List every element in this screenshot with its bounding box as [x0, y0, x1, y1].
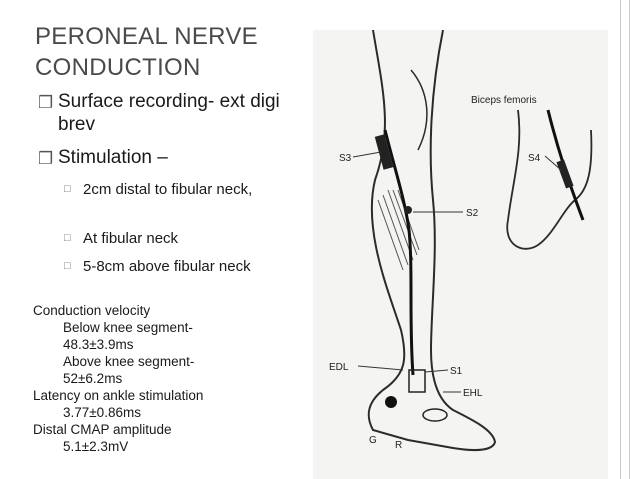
electrode-g	[385, 396, 397, 408]
conduction-notes	[33, 302, 303, 455]
ring-bullet-icon: ❒	[38, 149, 54, 168]
label-g: G	[369, 435, 377, 446]
slide-border-rule-outer	[629, 0, 630, 479]
above-knee-label: Above knee segment-	[63, 354, 195, 369]
electrode-r	[423, 409, 447, 421]
box-bullet-icon: □	[64, 183, 71, 195]
sub-bullet-text: 5-8cm above fibular neck	[83, 258, 251, 275]
slide-title	[35, 21, 335, 83]
sub-bullet-neck	[64, 229, 264, 248]
label-s4: S4	[528, 153, 541, 164]
below-knee-label: Below knee segment-	[63, 320, 193, 335]
label-biceps-femoris: Biceps femoris	[471, 95, 537, 106]
title-line-1: PERONEAL NERVE	[35, 23, 258, 50]
box-bullet-icon: □	[64, 232, 71, 244]
slide-border-rule	[620, 0, 621, 479]
muscle-striations	[378, 190, 419, 270]
knee-contour	[411, 70, 427, 150]
label-ehl: EHL	[463, 388, 483, 399]
bullet-stimulation	[38, 146, 318, 169]
label-s3: S3	[339, 153, 352, 164]
latency-value: 3.77±0.86ms	[63, 405, 141, 420]
leg-nerve-illustration	[313, 30, 608, 479]
cv-heading: Conduction velocity	[33, 303, 151, 318]
cmap-heading: Distal CMAP amplitude	[33, 422, 172, 437]
title-line-2: CONDUCTION	[35, 54, 201, 81]
label-s1: S1	[450, 366, 463, 377]
cmap-value: 5.1±2.3mV	[63, 439, 129, 454]
bullet-recording	[38, 90, 318, 136]
ring-bullet-icon: ❒	[38, 93, 54, 112]
below-knee-value: 48.3±3.9ms	[63, 337, 134, 352]
sub-bullet-above	[64, 257, 264, 276]
box-bullet-icon: □	[64, 260, 71, 272]
sub-bullet-text: At fibular neck	[83, 230, 179, 247]
label-r: R	[395, 440, 403, 451]
leg-diagram-svg	[313, 30, 608, 479]
label-s2: S2	[466, 208, 479, 219]
bullet-text: Stimulation –	[58, 147, 168, 168]
above-knee-value: 52±6.2ms	[63, 371, 123, 386]
inset-knee-outline	[507, 110, 591, 249]
electrode-s2	[404, 206, 412, 214]
electrode-s4	[556, 159, 573, 188]
latency-heading: Latency on ankle stimulation	[33, 388, 204, 403]
label-pointers	[353, 152, 463, 392]
label-edl: EDL	[329, 362, 349, 373]
sub-bullet-text: 2cm distal to fibular neck,	[83, 181, 253, 198]
leg-outline	[369, 30, 495, 450]
bullet-text: Surface recording- ext digi brev	[58, 91, 280, 135]
sub-bullet-distal	[64, 180, 264, 199]
